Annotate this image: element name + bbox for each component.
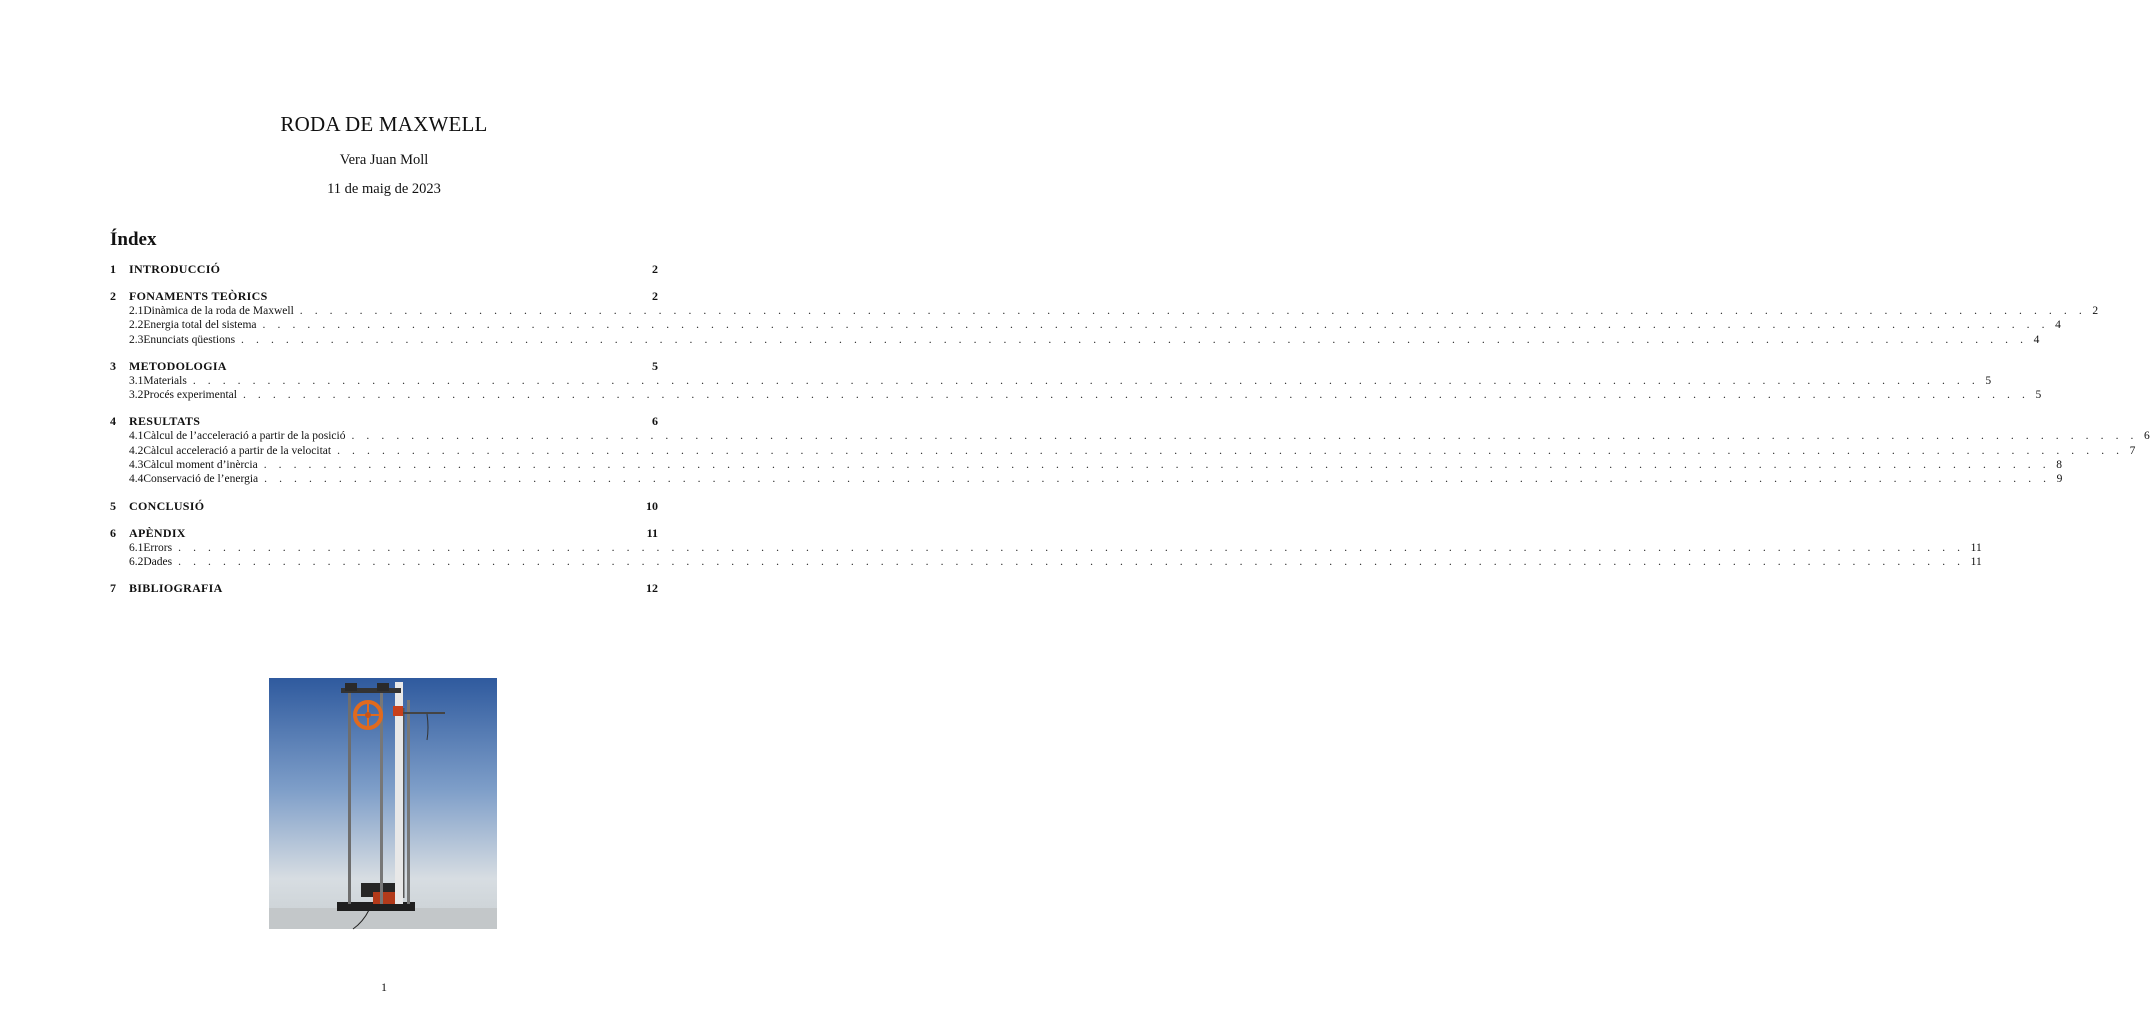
- toc-subsection-page: 6: [2144, 430, 2150, 443]
- toc-subsection-label: Procés experimental: [143, 389, 237, 402]
- toc-subsection-label: Energia total del sistema: [143, 319, 257, 332]
- toc-section-number: 4: [110, 414, 116, 429]
- toc-subsection[interactable]: [110, 374, 1992, 388]
- toc-subsection-page: 4: [2033, 333, 2040, 346]
- toc-section-page: 12: [646, 581, 658, 596]
- toc-section-label: RESULTATS: [129, 414, 201, 429]
- toc-subsection[interactable]: [110, 333, 2040, 347]
- index-heading: Índex: [110, 229, 157, 250]
- toc-section-page: 6: [652, 414, 658, 429]
- toc-section-page: 11: [646, 525, 658, 540]
- toc-leader-dots: . . . . . . . . . . . . . . . . . . . . . . . . . . . . . . . . . . . . . . . . . . . . . . . . . . . . . . . . . . . . . . . . . . . . . . . . . . . . . . . . . . . . . . . . . . . . . . . . . . . . . . . . . . . . . . . . . . . . . . . .: [242, 389, 2030, 402]
- toc-section[interactable]: [110, 499, 658, 514]
- toc-leader-dots: . . . . . . . . . . . . . . . . . . . . . . . . . . . . . . . . . . . . . . . . . . . . . . . . . . . . . . . . . . . . . . . . . . . . . . . . . . . . . . . . . . . . . . . . . . . . . . . . . . . . . . . . . . . . . . . . . . . . . . . .: [241, 333, 2028, 346]
- toc-section-page: 5: [652, 358, 658, 373]
- toc-section-number: 2: [110, 289, 116, 303]
- toc-section-label: BIBLIOGRAFIA: [129, 581, 223, 596]
- toc-subsection[interactable]: [110, 304, 2099, 318]
- toc-section-label: APÈNDIX: [129, 525, 186, 540]
- toc-section-label: CONCLUSIÓ: [129, 498, 205, 513]
- toc-leader-dots: . . . . . . . . . . . . . . . . . . . . . . . . . . . . . . . . . . . . . . . . . . . . . . . . . . . . . . . . . . . . . . . . . . . . . . . . . . . . . . . . . . . . . . . . . . . . . . . . . . . . . . . . . . . . . . . . . . . . . . . .: [178, 555, 1965, 568]
- toc-subsection-label: Càlcul moment d’inèrcia: [143, 459, 258, 472]
- toc-subsection-number: 4.3: [129, 459, 144, 472]
- toc-leader-dots: . . . . . . . . . . . . . . . . . . . . . . . . . . . . . . . . . . . . . . . . . . . . . . . . . . . . . . . . . . . . . . . . . . . . . . . . . . . . . . . . . . . . . . . . . . . . . . . . . . . . . . . . . . . . . . . . . . . . . . . .: [178, 541, 1965, 554]
- toc-subsection[interactable]: [110, 444, 2136, 458]
- toc-section-number: 5: [110, 498, 116, 513]
- toc-subsection-number: 6.1: [129, 541, 144, 554]
- toc-subsection-label: Errors: [143, 541, 173, 554]
- toc-subsection-label: Conservació de l’energia: [143, 473, 259, 486]
- toc-section-number: 1: [110, 262, 116, 276]
- toc-section[interactable]: [110, 262, 658, 277]
- toc-subsection[interactable]: [110, 458, 2062, 472]
- toc-section-page: 2: [652, 289, 658, 303]
- toc-subsection-number: 2.1: [129, 305, 144, 317]
- document-author: Vera Juan Moll: [339, 152, 429, 168]
- document-date: 11 de maig de 2023: [327, 181, 441, 197]
- toc-section[interactable]: [110, 581, 658, 596]
- toc-subsection-number: 2.2: [129, 319, 144, 332]
- table-of-contents: [110, 262, 2150, 596]
- toc-subsection-page: 5: [1985, 374, 1992, 387]
- toc-leader-dots: . . . . . . . . . . . . . . . . . . . . . . . . . . . . . . . . . . . . . . . . . . . . . . . . . . . . . . . . . . . . . . . . . . . . . . . . . . . . . . . . . . . . . . . . . . . . . . . . . . . . . . . . . . . . . . . . . . . . . . . .: [262, 319, 2050, 332]
- toc-subsection-number: 4.1: [129, 430, 144, 443]
- toc-leader-dots: . . . . . . . . . . . . . . . . . . . . . . . . . . . . . . . . . . . . . . . . . . . . . . . . . . . . . . . . . . . . . . . . . . . . . . . . . . . . . . . . . . . . . . . . . . . . . . . . . . . . . . . . . . . . . . . . . . . . . . . .: [299, 305, 2087, 317]
- toc-subsection-page: 7: [2129, 444, 2136, 457]
- toc-subsection-label: Enunciats qüestions: [143, 333, 236, 346]
- toc-leader-dots: . . . . . . . . . . . . . . . . . . . . . . . . . . . . . . . . . . . . . . . . . . . . . . . . . . . . . . . . . . . . . . . . . . . . . . . . . . . . . . . . . . . . . . . . . . . . . . . . . . . . . . . . . . . . . . . . . . . . . . . .: [263, 459, 2051, 472]
- toc-subsection-page: 2: [2092, 305, 2099, 317]
- toc-section-page: 2: [652, 262, 658, 276]
- toc-subsection-number: 2.3: [129, 333, 144, 346]
- toc-subsection-label: Materials: [143, 374, 187, 387]
- toc-section[interactable]: [110, 526, 658, 541]
- toc-section-label: METODOLOGIA: [129, 358, 227, 373]
- toc-subsection[interactable]: [110, 318, 2061, 332]
- toc-subsection-page: 11: [1970, 555, 1982, 568]
- toc-subsection-number: 3.2: [129, 389, 144, 402]
- toc-subsection-label: Dades: [143, 555, 173, 568]
- toc-subsection-page: 11: [1970, 541, 1982, 554]
- toc-subsection[interactable]: [110, 541, 1982, 555]
- toc-section-label: INTRODUCCIÓ: [129, 262, 221, 276]
- toc-subsection-page: 8: [2056, 459, 2062, 472]
- maxwell-wheel-apparatus-photo: [269, 678, 497, 929]
- toc-section[interactable]: [110, 414, 658, 429]
- toc-section-number: 6: [110, 525, 116, 540]
- toc-subsection-number: 4.4: [129, 473, 144, 486]
- toc-subsection[interactable]: [110, 388, 2042, 402]
- toc-leader-dots: . . . . . . . . . . . . . . . . . . . . . . . . . . . . . . . . . . . . . . . . . . . . . . . . . . . . . . . . . . . . . . . . . . . . . . . . . . . . . . . . . . . . . . . . . . . . . . . . . . . . . . . . . . . . . . . . . . . . . . . .: [337, 444, 2124, 457]
- toc-subsection-number: 3.1: [129, 374, 144, 387]
- document-title: RODA DE MAXWELL: [280, 112, 488, 136]
- toc-subsection[interactable]: [110, 472, 2063, 486]
- toc-subsection-number: 6.2: [129, 555, 144, 568]
- toc-section-number: 7: [110, 581, 116, 596]
- toc-leader-dots: . . . . . . . . . . . . . . . . . . . . . . . . . . . . . . . . . . . . . . . . . . . . . . . . . . . . . . . . . . . . . . . . . . . . . . . . . . . . . . . . . . . . . . . . . . . . . . . . . . . . . . . . . . . . . . . . . . . . . . . .: [264, 473, 2051, 486]
- toc-leader-dots: . . . . . . . . . . . . . . . . . . . . . . . . . . . . . . . . . . . . . . . . . . . . . . . . . . . . . . . . . . . . . . . . . . . . . . . . . . . . . . . . . . . . . . . . . . . . . . . . . . . . . . . . . . . . . . . . . . . . . . . .: [351, 430, 2139, 443]
- toc-leader-dots: . . . . . . . . . . . . . . . . . . . . . . . . . . . . . . . . . . . . . . . . . . . . . . . . . . . . . . . . . . . . . . . . . . . . . . . . . . . . . . . . . . . . . . . . . . . . . . . . . . . . . . . . . . . . . . . . . . . . . . . .: [192, 374, 1980, 387]
- toc-subsection-label: Càlcul acceleració a partir de la velocitat: [143, 444, 332, 457]
- toc-subsection-page: 5: [2035, 389, 2042, 402]
- toc-section[interactable]: [110, 289, 658, 304]
- toc-subsection-page: 4: [2055, 319, 2061, 332]
- toc-subsection[interactable]: [110, 555, 1982, 569]
- toc-section-label: FONAMENTS TEÒRICS: [129, 289, 268, 303]
- toc-section[interactable]: [110, 359, 658, 374]
- page-number: 1: [381, 980, 387, 994]
- toc-section-page: 10: [646, 498, 658, 513]
- toc-subsection-label: Dinàmica de la roda de Maxwell: [143, 305, 294, 317]
- toc-section-number: 3: [110, 358, 116, 373]
- toc-subsection-label: Càlcul de l’acceleració a partir de la posició: [143, 430, 346, 443]
- toc-subsection-number: 4.2: [129, 444, 144, 457]
- toc-subsection[interactable]: [110, 429, 2150, 443]
- toc-subsection-page: 9: [2056, 473, 2063, 486]
